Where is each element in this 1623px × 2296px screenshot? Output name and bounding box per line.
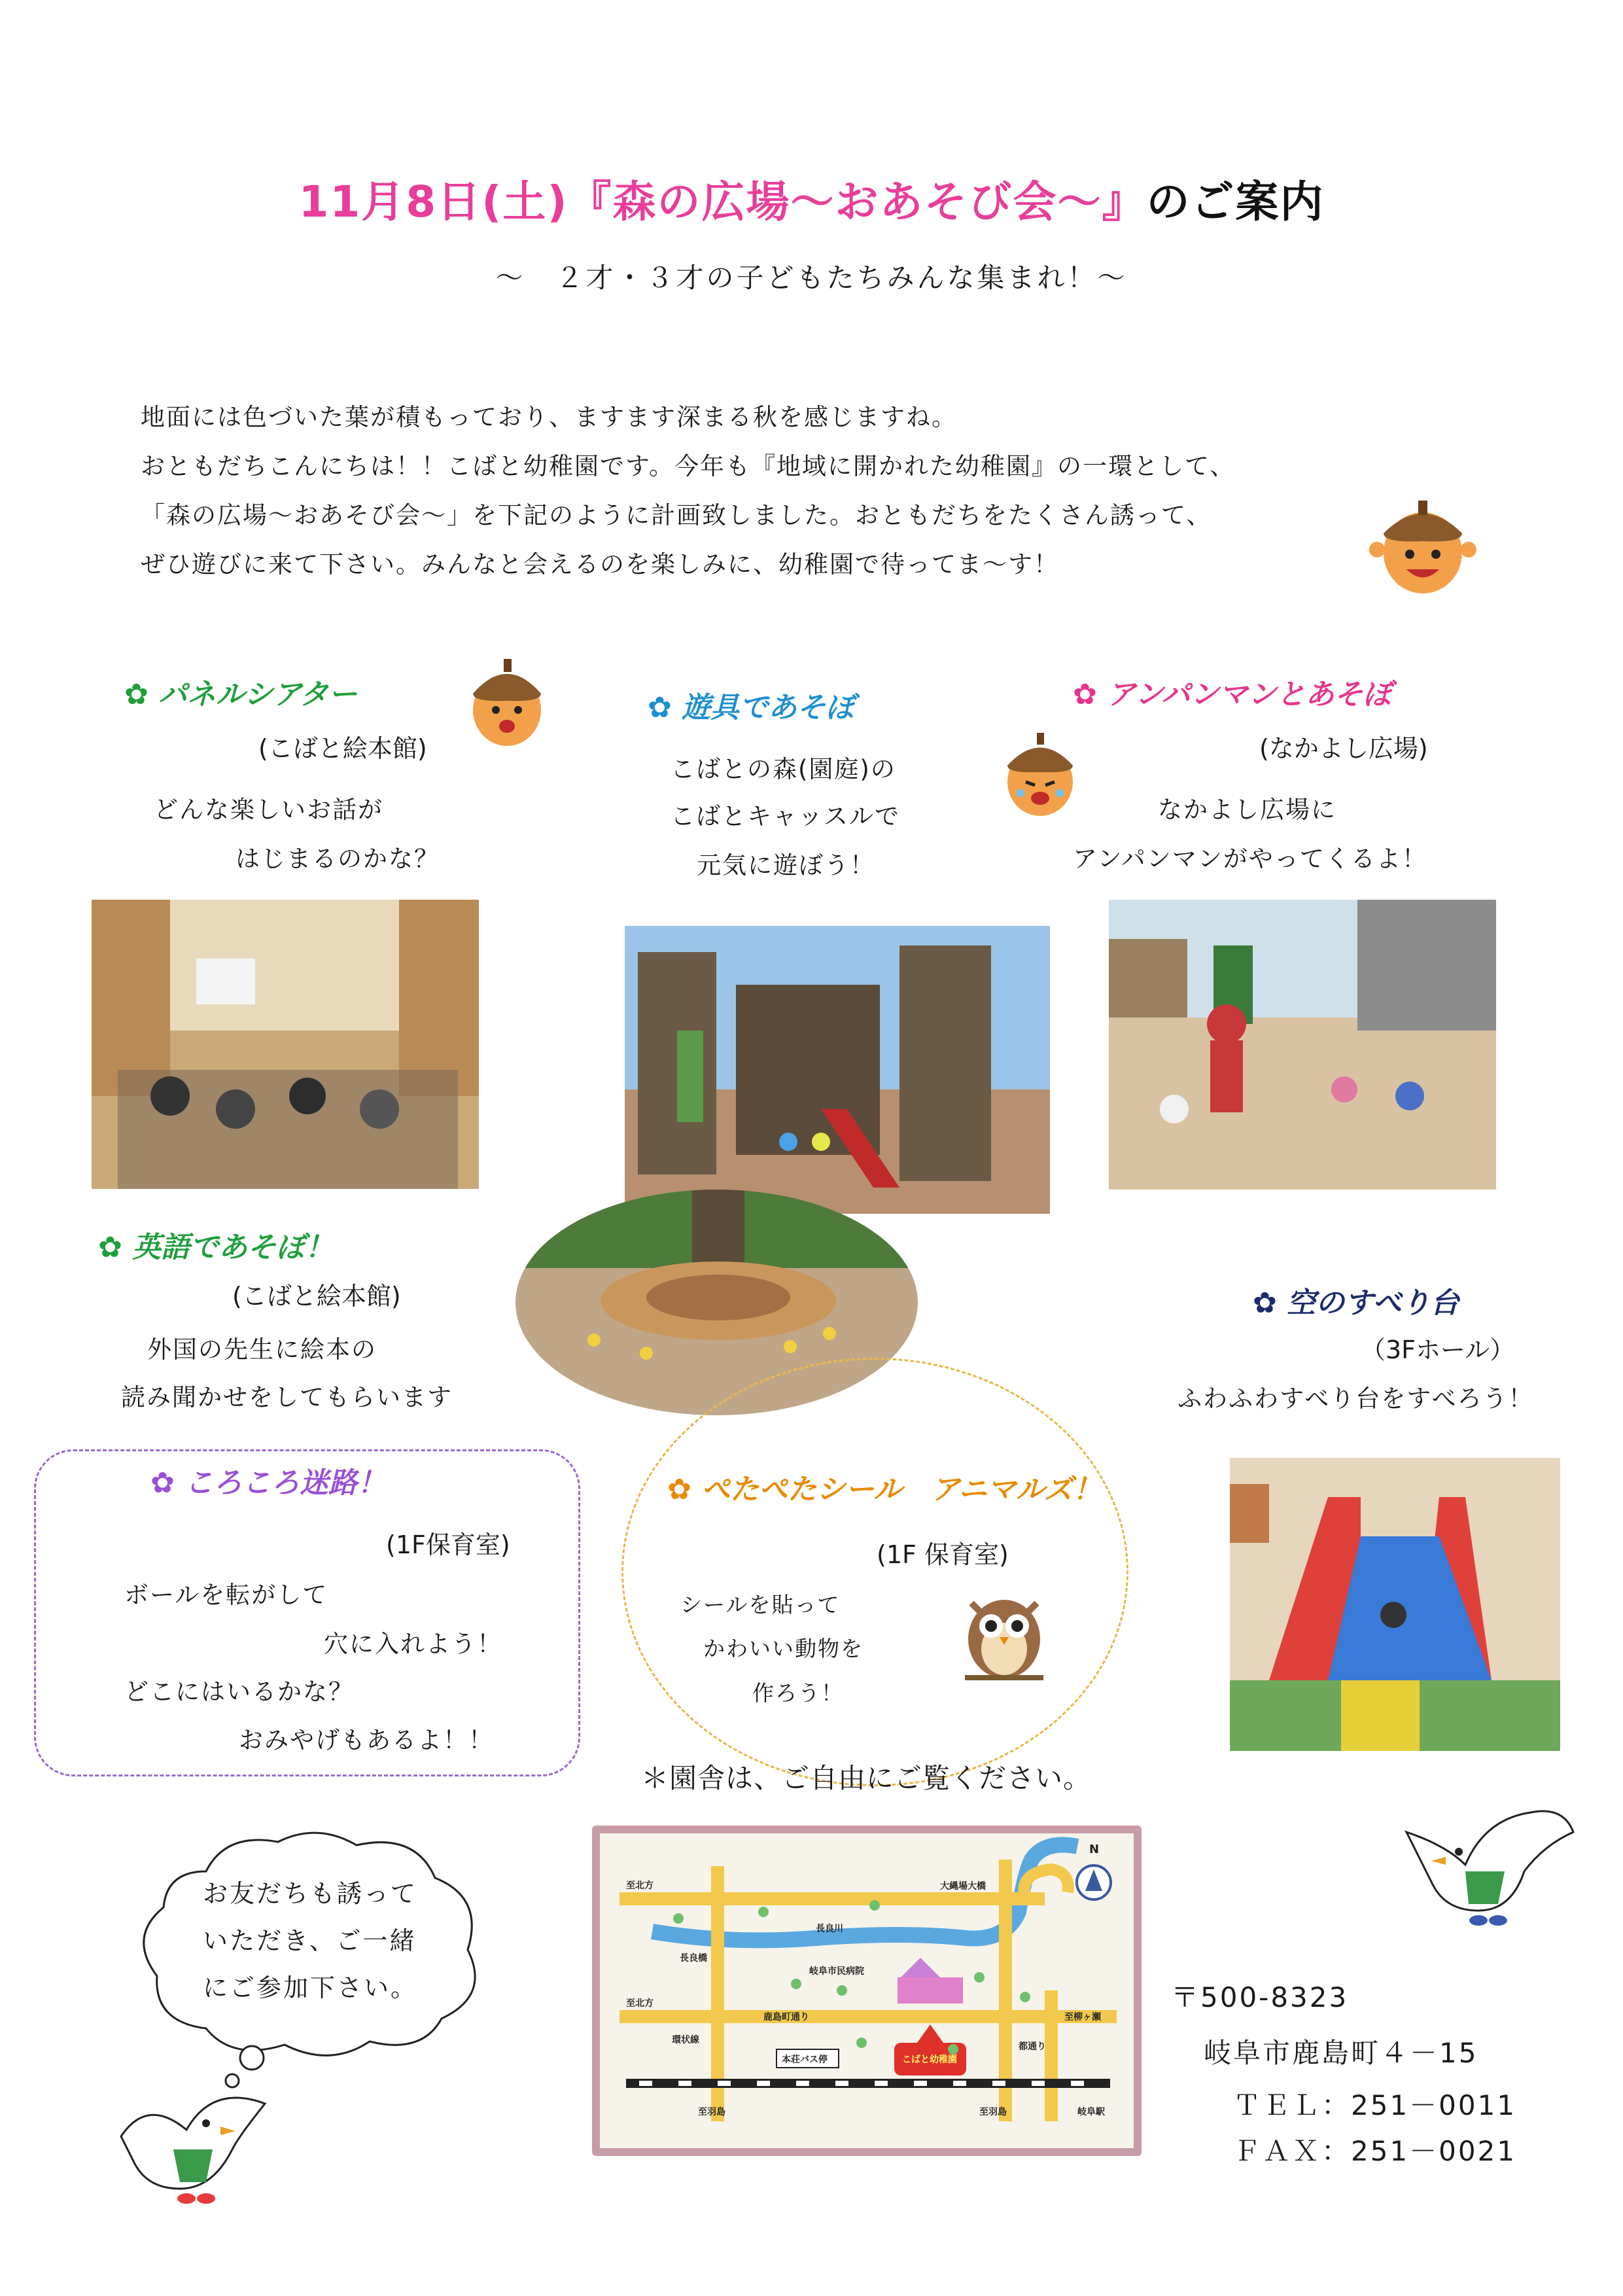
access-map	[592, 1826, 1142, 2156]
playground-line: こばとキャッスルで	[671, 802, 900, 830]
cloud-line: お友だちも誘って	[203, 1879, 418, 1908]
maze-line: おみやげもあるよ！！	[239, 1726, 494, 1754]
sky-slide-title: ✿ 空のすべり台	[1253, 1286, 1459, 1320]
address: 岐阜市鹿島町４－15	[1204, 2037, 1478, 2069]
panel-theater-line: どんな楽しいお話が	[154, 796, 383, 824]
cloud-line: いただき、ご一緒	[203, 1926, 417, 1955]
owl-illustration	[955, 1583, 1053, 1685]
intro-line: 「森の広場～おあそび会～」を下記のように計画致しました。おともだちをたくさん誘って、	[141, 501, 1212, 529]
map-label: 至羽島	[979, 2107, 1007, 2117]
sky-slide-place: （3Fホール）	[1361, 1335, 1515, 1364]
map-label: 至北方	[626, 1998, 654, 2009]
anpanman-line: アンパンマンがやってくるよ！	[1073, 845, 1427, 873]
map-label: 至柳ヶ瀬	[1064, 2012, 1101, 2022]
sticker-title: ✿ ぺたぺたシール アニマルズ！	[667, 1473, 1102, 1506]
playground-title: ✿ 遊具であそぼ	[648, 691, 855, 724]
telephone: ＴＥＬ：251－0011	[1233, 2089, 1517, 2121]
english-line: 外国の先生に絵本の	[147, 1335, 377, 1364]
maze-title: ✿ ころころ迷路！	[150, 1466, 387, 1500]
intro-paragraph	[141, 393, 1449, 589]
dove-mascot-right-illustration	[1393, 1806, 1583, 1934]
intro-line: おともだちこんにちは！！こばと幼稚園です。今年も『地域に開かれた幼稚園』の一環として、	[141, 452, 1236, 480]
map-label: 鹿島町通り	[763, 2012, 809, 2022]
north-label: N	[1089, 1843, 1100, 1856]
crying-acorn-illustration	[988, 720, 1092, 831]
title-date: 11月8日(土)『森の広場～おあそび会～』	[298, 177, 1147, 227]
sky-slide-line: ふわふわすべり台をすべろう！	[1178, 1385, 1534, 1413]
english-place: (こばと絵本館)	[232, 1282, 401, 1311]
panel-theater-photo	[92, 900, 479, 1189]
sky-slide-photo	[1230, 1458, 1560, 1751]
intro-line: ぜひ遊びに来て下さい。みんなと会えるのを楽しみに、幼稚園で待ってま～す！	[141, 550, 1059, 578]
english-line: 読み聞かせをしてもらいます	[121, 1383, 453, 1411]
postal-code: 〒500-8323	[1171, 1981, 1349, 2013]
sticker-line: 作ろう！	[752, 1680, 844, 1706]
page-title	[0, 167, 1623, 229]
map-label: 本荘バス停	[782, 2055, 828, 2065]
maze-line: ボールを転がして	[124, 1581, 328, 1609]
map-label: 至羽島	[698, 2107, 725, 2117]
sticker-place: (1F 保育室)	[877, 1540, 1009, 1569]
map-label: 至北方	[626, 1881, 654, 1891]
title-suffix: のご案内	[1146, 177, 1325, 227]
map-label: 環状線	[672, 2035, 699, 2045]
panel-theater-line: はじまるのかな？	[236, 845, 440, 873]
playground-photo	[625, 926, 1050, 1214]
map-label: 長良橋	[680, 1953, 707, 1964]
subtitle: ～ ２才・３才の子どもたちみんな集まれ！～	[495, 262, 1128, 294]
playground-line: 元気に遊ぼう！	[697, 851, 875, 879]
anpanman-photo	[1109, 900, 1496, 1190]
acorn-mascot-illustration	[1361, 481, 1485, 605]
fax: ＦＡＸ：251－0021	[1233, 2135, 1517, 2167]
map-label: 都通り	[1019, 2041, 1046, 2052]
sticker-line: かわいい動物を	[703, 1636, 864, 1661]
english-title: ✿ 英語であそぼ！	[98, 1231, 334, 1264]
maze-line: 穴に入れよう！	[324, 1630, 502, 1658]
intro-line: 地面には色づいた葉が積もっており、ますます深まる秋を感じますね。	[141, 403, 957, 431]
map-label: 岐阜駅	[1077, 2107, 1105, 2117]
map-label: 岐阜市民病院	[809, 1966, 864, 1977]
anpanman-place: (なかよし広場)	[1259, 734, 1428, 763]
anpanman-line: なかよし広場に	[1158, 796, 1336, 824]
playground-line: こばとの森(園庭)の	[671, 755, 896, 783]
panel-theater-title: ✿ パネルシアター	[124, 678, 358, 711]
map-label: こばと幼稚園	[902, 2055, 957, 2065]
sticker-ellipse	[621, 1358, 1128, 1786]
panel-theater-place: (こばと絵本館)	[258, 734, 427, 763]
cloud-line: にご参加下さい。	[203, 1973, 418, 2002]
map-label: 長良川	[816, 1924, 843, 1934]
maze-line: どこにはいるかな？	[124, 1678, 354, 1706]
anpanman-title: ✿ アンパンマンとあそぼ	[1073, 678, 1392, 711]
building-note: ＊園舎は、ご自由にご覧ください。	[641, 1762, 1092, 1794]
sticker-line: シールを貼って	[680, 1592, 841, 1617]
map-label: 大縄場大橋	[940, 1881, 986, 1892]
maze-place: (1F保育室)	[386, 1530, 510, 1559]
dove-mascot-illustration	[108, 2077, 291, 2218]
acorn-character-illustration	[451, 645, 563, 762]
